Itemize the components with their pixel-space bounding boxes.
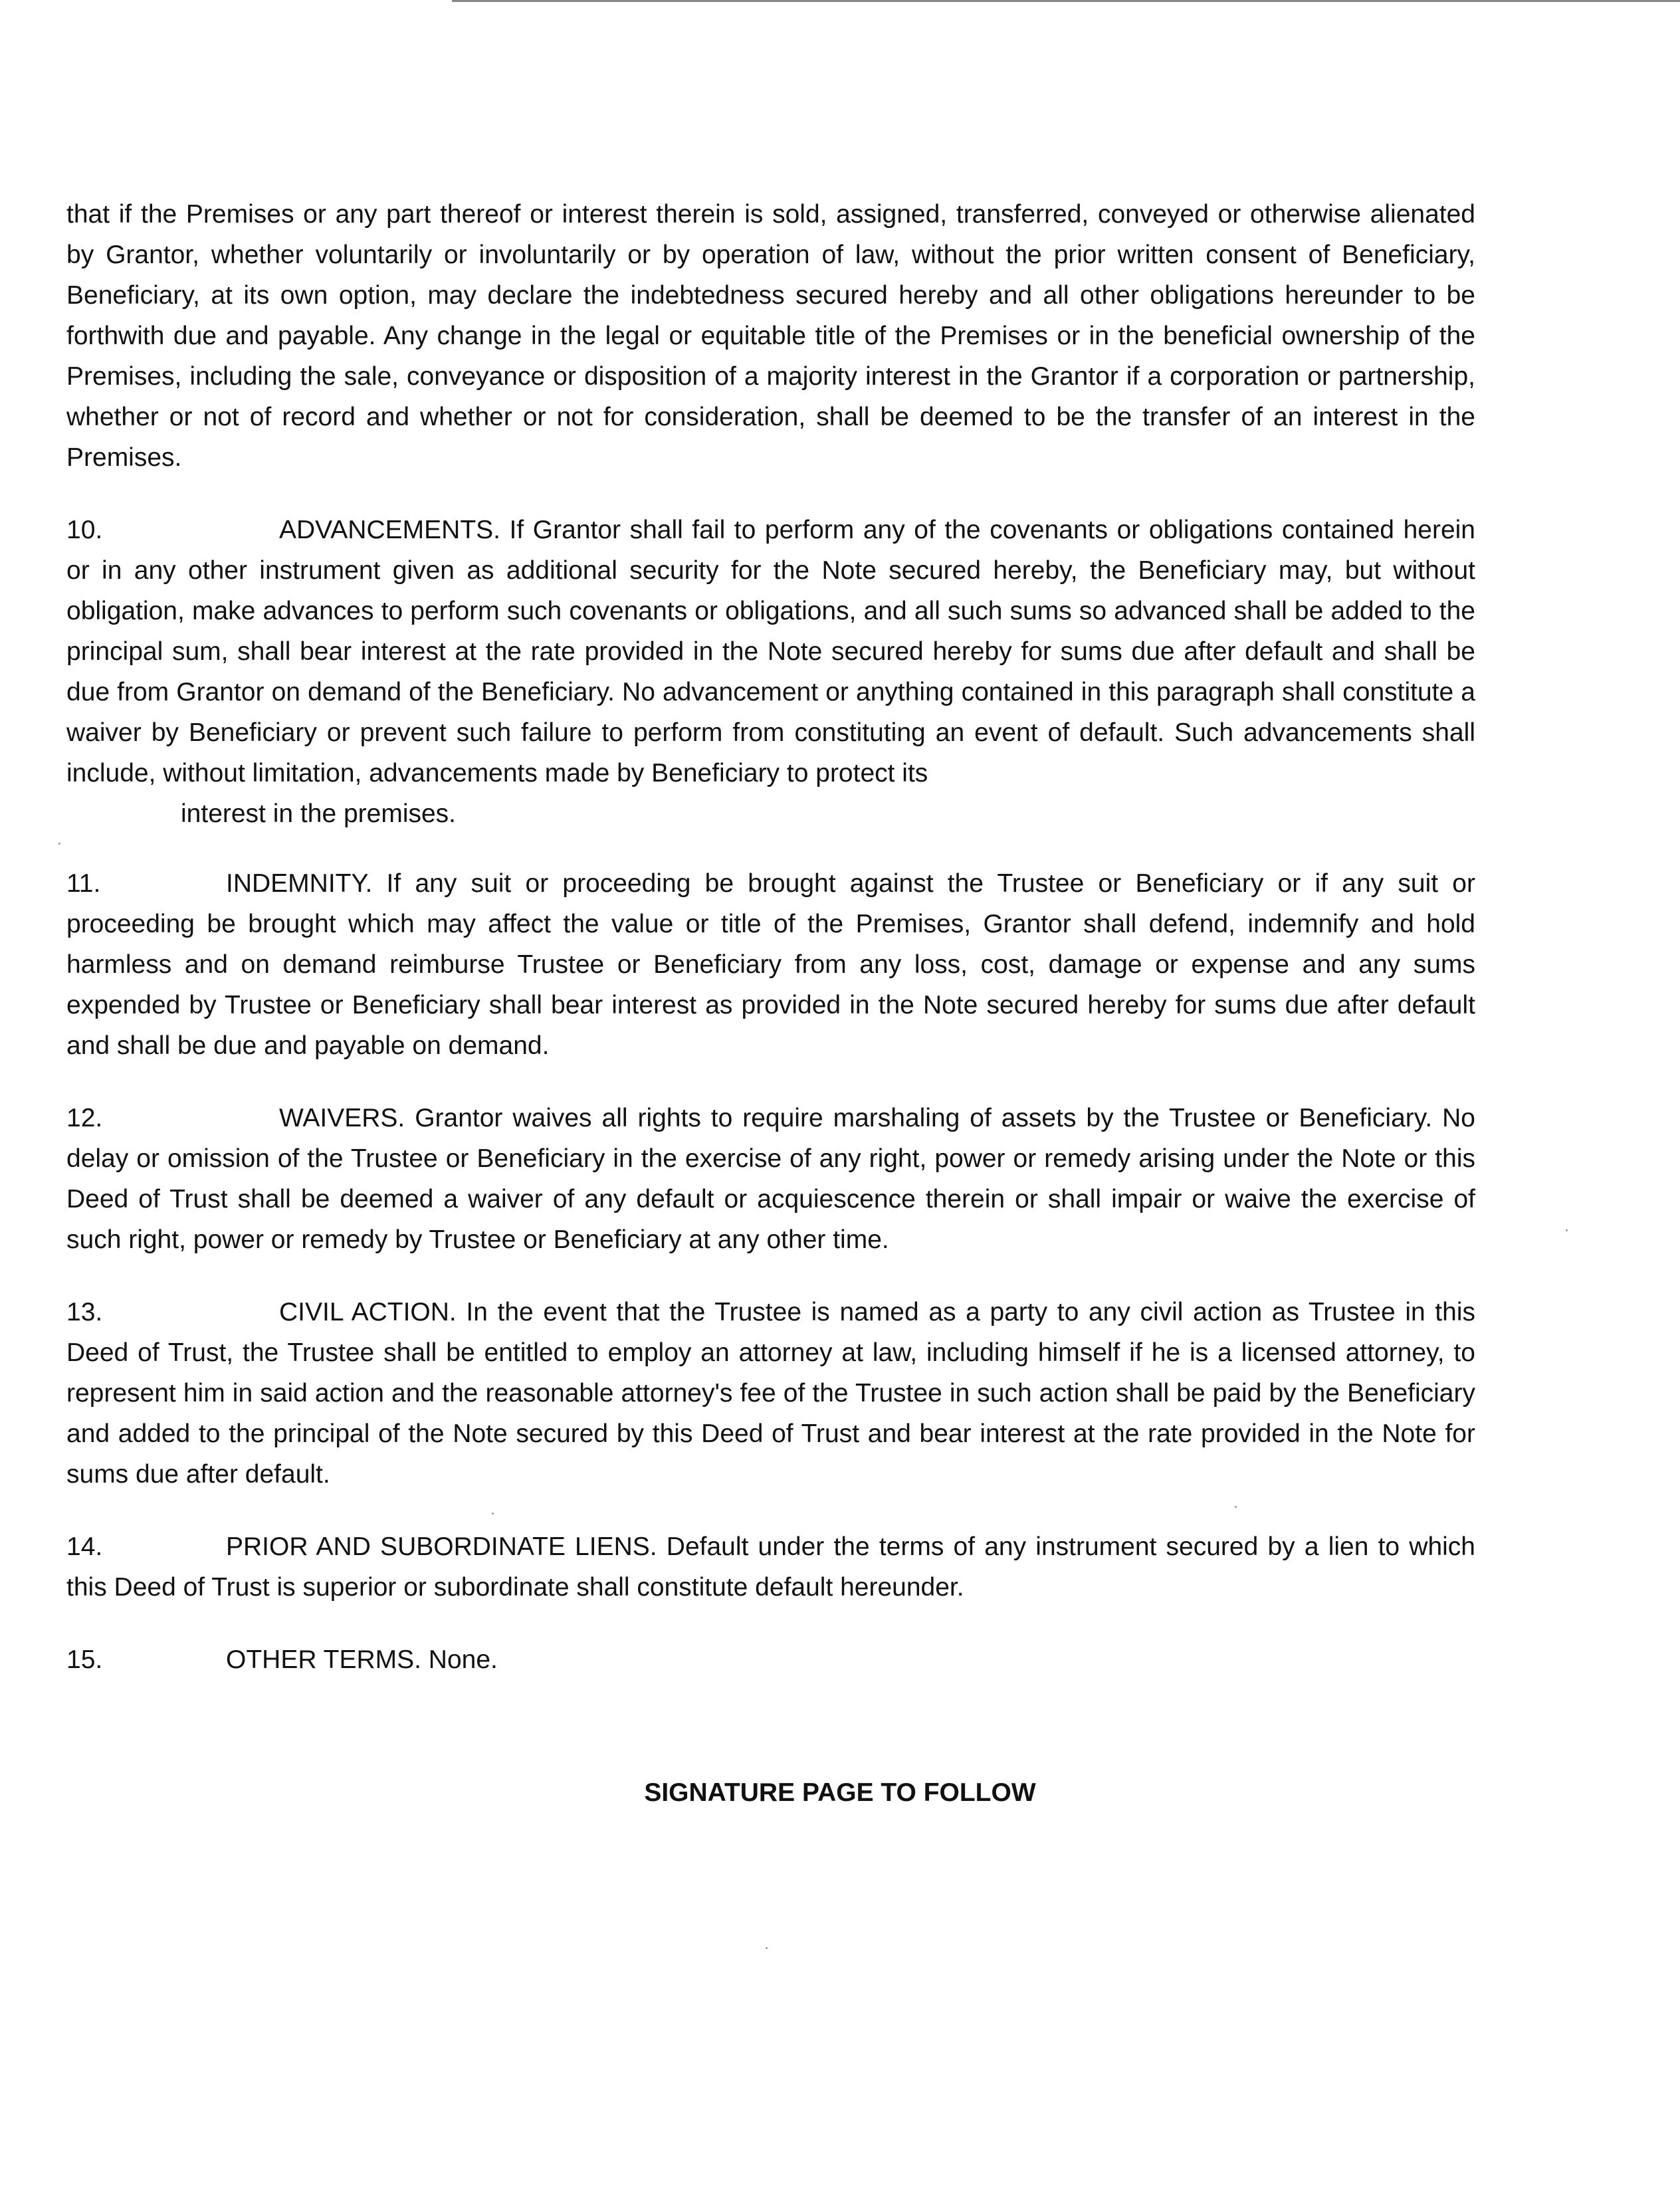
section-text: OTHER TERMS. None. <box>226 1645 498 1674</box>
section-text: PRIOR AND SUBORDINATE LIENS. Default under the terms of any instrument secured by a lien to which this Deed of Trust is superior or subordinate shall constitute default hereunder. <box>66 1532 1475 1602</box>
section-text: ADVANCEMENTS. If Grantor shall fail to perform any of the covenants or obligations contained herein or in any other instrument given as additional security for the Note secured hereby, the Beneficiary may, but without obligation, make advances to perform such covenants or obligations, and all such sums so advanced shall be added to the principal sum, shall bear interest at the rate provided in the Note secured hereby for sums due after default and shall be due from Grantor on demand of the Beneficiary. No advancement or anything contained in this paragraph shall constitute a waiver by Beneficiary or prevent such failure to perform from constituting an event of default. Such advancements shall include, without limitation, advancements made by Beneficiary to protect its <box>66 516 1475 787</box>
signature-page-heading: SIGNATURE PAGE TO FOLLOW <box>644 1778 1036 1807</box>
section-text: INDEMNITY. If any suit or proceeding be brought against the Trustee or Beneficiary or if any suit or proceeding be brought which may affect the value or title of the Premises, Grantor shall defend, indemnify and hold harmless and on demand reimburse Trustee or Beneficiary from any loss, cost, damage or expense and any sums expended by Trustee or Beneficiary shall bear interest as provided in the Note secured hereby for sums due after default and shall be due and payable on demand. <box>66 869 1475 1060</box>
scan-speck <box>1566 1229 1568 1231</box>
scan-speck <box>492 1513 494 1515</box>
section-10-advancements <box>66 510 1475 834</box>
section-text: CIVIL ACTION. In the event that the Trustee is named as a party to any civil action as Trustee in this Deed of Trust, the Trustee shall be entitled to employ an attorney at law, including himself if he is a licensed attorney, to represent him in said action and the reasonable attorney's fee of the Trustee in such action shall be paid by the Beneficiary and added to the principal of the Note secured by this Deed of Trust and bear interest at the rate provided in the Note for sums due after default. <box>66 1298 1475 1489</box>
section-text: WAIVERS. Grantor waives all rights to require marshaling of assets by the Trustee or Beneficiary. No delay or omission of the Trustee or Beneficiary in the exercise of any right, power or remedy arising under the Note or this Deed of Trust shall be deemed a waiver of any default or acquiescence therein or shall impair or waive the exercise of such right, power or remedy by Trustee or Beneficiary at any other time. <box>66 1104 1475 1254</box>
section-12-waivers <box>66 1098 1475 1260</box>
section-13-civil-action <box>66 1292 1475 1495</box>
section-number: 13. <box>66 1298 103 1326</box>
section-number: 12. <box>66 1104 103 1132</box>
scan-speck <box>58 843 60 845</box>
document-body <box>66 194 1475 1712</box>
scan-edge-line <box>452 0 1680 2</box>
scan-speck <box>1235 1506 1237 1508</box>
section-number: 14. <box>66 1532 103 1561</box>
section-number: 11. <box>66 869 101 898</box>
section-number: 15. <box>66 1645 103 1674</box>
section-14-liens <box>66 1526 1475 1608</box>
intro-paragraph: that if the Premises or any part thereof or interest therein is sold, assigned, transferred, conveyed or otherwise alienated by Grantor, whether voluntarily or involuntarily or by operation of law, without the prior written consent of Beneficiary, Beneficiary, at its own option, may declare the indebtedness secured hereby and all other obligations hereunder to be forthwith due and payable. Any change in the legal or equitable title of the Premises or in the beneficial ownership of the Premises, including the sale, conveyance or disposition of a majority interest in the Grantor if a corporation or partnership, whether or not of record and whether or not for consideration, shall be deemed to be the transfer of an interest in the Premises. <box>66 200 1475 472</box>
section-11-indemnity <box>66 863 1475 1066</box>
section-15-other-terms <box>66 1639 1475 1680</box>
section-number: 10. <box>66 516 103 544</box>
scan-speck <box>766 1947 768 1949</box>
section-continuation: interest in the premises. <box>181 799 457 828</box>
